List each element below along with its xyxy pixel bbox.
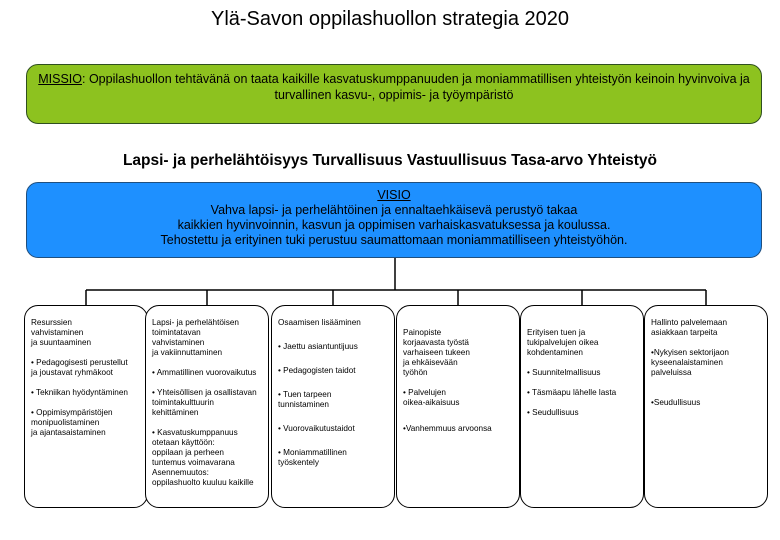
strategy-column-4 [396,305,520,508]
column-1-heading: Resurssien vahvistaminen ja suuntaaminen [31,318,92,347]
column-4-item: • Palvelujen oikea-aikaisuus [403,388,460,407]
column-1-item: • Pedagogisesti perustellut ja joustavat ryhmäkoot [31,358,128,377]
values-line: Lapsi- ja perhelähtöisyys Turvallisuus Vastuullisuus Tasa-arvo Yhteistyö [122,152,658,169]
mission-text: : Oppilashuollon tehtävänä on taata kaikille kasvatuskumppanuuden ja moniammatillisen yhteistyön keinoin hyvinvoiva ja turvallinen kasvu-, oppimis- ja työympäristö [82,72,750,102]
column-2-item: • Ammatillinen vuorovaikutus [152,368,257,377]
strategy-column-5 [520,305,644,508]
column-6-heading: Hallinto palvelemaan asiakkaan tarpeita [651,318,728,337]
column-3-item: • Pedagogisten taidot [278,366,356,375]
column-3-item: • Jaettu asiantuntijuus [278,342,358,351]
strategy-column-1 [24,305,148,508]
mission-label: MISSIO [38,72,82,86]
strategy-column-2 [145,305,269,508]
column-6-item: •Seudullisuus [651,398,701,407]
column-3-item: • Moniammatillinen työskentely [278,448,347,467]
page-title: Ylä-Savon oppilashuollon strategia 2020 [210,8,570,30]
column-5-heading: Erityisen tuen ja tukipalvelujen oikea kohdentaminen [527,328,599,357]
strategy-column-6 [644,305,768,508]
strategy-column-3 [271,305,395,508]
column-6-item: •Nykyisen sektorijaon kyseenalaistaminen palveluissa [651,348,729,377]
column-4-heading: Painopiste korjaavasta työstä varhaiseen tukeen ja ehkäisevään työhön [403,328,470,377]
column-2-heading: Lapsi- ja perhelähtöisen toimintatavan vahvistaminen ja vakiinnuttaminen [152,318,239,357]
column-1-item: • Oppimisympäristöjen monipuolistaminen ja ajantasaistaminen [31,408,113,437]
column-5-item: • Seudullisuus [527,408,579,417]
vision-line-2: kaikkien hyvinvoinnin, kasvun ja oppimisen varhaiskasvatuksessa ja koulussa. [177,218,611,232]
column-2-item: • Yhteisöllisen ja osallistavan toimintakulttuurin kehittäminen [152,388,257,417]
vision-line-1: Vahva lapsi- ja perhelähtöinen ja ennaltaehkäisevä perustyö takaa [210,203,578,217]
column-3-item: • Vuorovaikutustaidot [278,424,355,433]
column-1-item: • Tekniikan hyödyntäminen [31,388,128,397]
column-5-item: • Suunnitelmallisuus [527,368,601,377]
column-3-item: • Tuen tarpeen tunnistaminen [278,390,332,409]
column-4-item: •Vanhemmuus arvoonsa [403,424,492,433]
column-2-item: • Kasvatuskumppanuus otetaan käyttöön: oppilaan ja perheen tuntemus voimavarana Asennemuutos: oppilashuolto kuuluu kaikille [152,428,254,487]
vision-line-3: Tehostettu ja erityinen tuki perustuu saumattomaan moniammatilliseen yhteistyöhön. [160,233,628,247]
column-5-item: • Täsmäapu lähelle lasta [527,388,617,397]
column-3-heading: Osaamisen lisääminen [278,318,361,327]
vision-label: VISIO [377,188,411,202]
